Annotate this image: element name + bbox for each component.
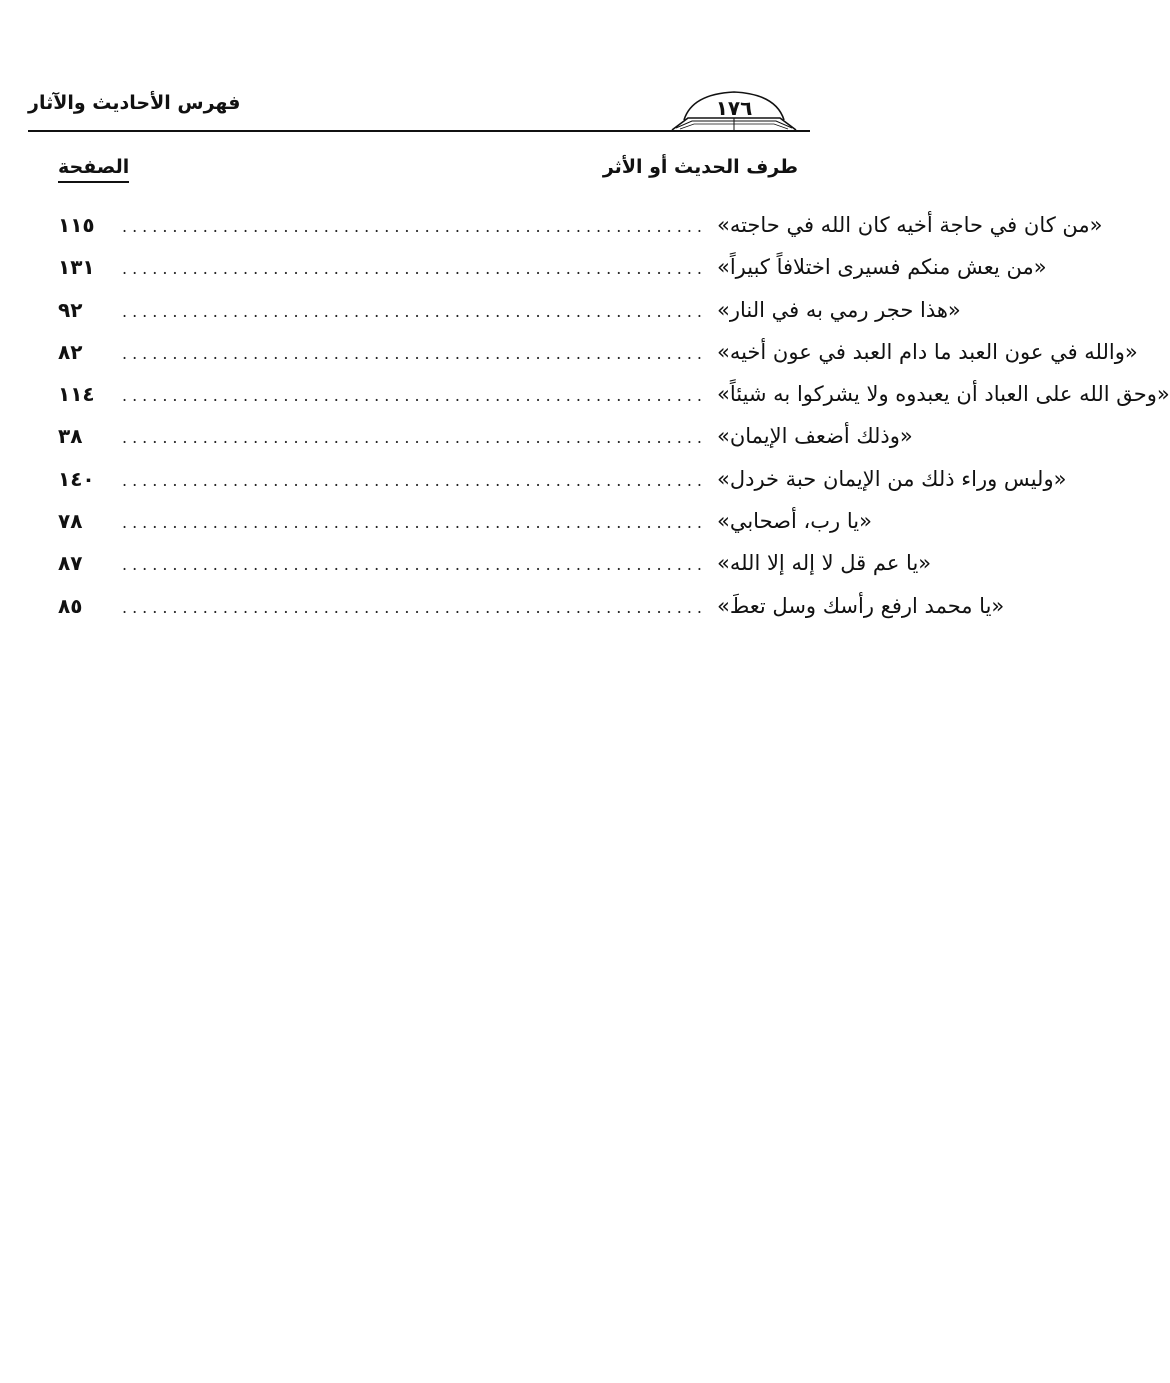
leader-dots: ..........................................................: [122, 470, 707, 490]
entry-page-number: ١٤٠: [58, 466, 95, 491]
entry-text: «هذا حجر رمي به في النار»: [716, 297, 961, 322]
entry-page-number: ٧٨: [58, 509, 83, 534]
entry-page-number: ٨٢: [58, 339, 83, 364]
leader-dots: ..........................................................: [122, 259, 707, 279]
index-entry: [58, 593, 1005, 636]
index-entry: [58, 466, 1067, 509]
index-entry: [58, 297, 961, 340]
index-entries: [58, 213, 1170, 636]
entry-page-number: ١١٤: [58, 382, 95, 407]
entry-page-number: ١١٥: [58, 213, 95, 237]
leader-dots: ..........................................................: [122, 217, 707, 236]
page-number-badge: [670, 88, 798, 132]
index-entry: [58, 213, 1103, 255]
leader-dots: ..........................................................: [122, 343, 707, 363]
entry-text: «والله في عون العبد ما دام العبد في عون أخيه»: [716, 339, 1138, 364]
entry-text: «وليس وراء ذلك من الإيمان حبة خردل»: [716, 466, 1067, 491]
leader-dots: ..........................................................: [122, 301, 707, 321]
leader-dots: ..........................................................: [122, 513, 707, 533]
leader-dots: ..........................................................: [122, 597, 707, 617]
entry-text: «وذلك أضعف الإيمان»: [716, 424, 913, 449]
column-header-page: الصفحة: [58, 156, 129, 183]
entry-text: «من كان في حاجة أخيه كان الله في حاجته»: [716, 213, 1103, 237]
index-entry: [58, 255, 1047, 297]
leader-dots: ..........................................................: [122, 555, 707, 575]
index-entry: [58, 339, 1138, 382]
entry-page-number: ٨٥: [58, 593, 83, 618]
page-header: [28, 90, 810, 132]
entry-page-number: ٨٧: [58, 551, 83, 576]
entry-text: «يا محمد ارفع رأسك وسل تعطَ»: [716, 593, 1005, 618]
running-title: فهرس الأحاديث والآثار: [28, 92, 241, 114]
index-entry: [58, 424, 913, 466]
column-header-hadith: طرف الحديث أو الأثر: [602, 156, 798, 178]
entry-text: «يا رب، أصحابي»: [716, 509, 872, 534]
entry-page-number: ١٣١: [58, 255, 95, 280]
entry-text: «من يعش منكم فسيرى اختلافاً كبيراً»: [716, 255, 1047, 280]
leader-dots: ..........................................................: [122, 428, 707, 448]
index-entry: [58, 382, 1170, 424]
index-entry: [58, 509, 872, 551]
entry-text: «يا عم قل لا إله إلا الله»: [716, 551, 932, 576]
entry-text: «وحق الله على العباد أن يعبدوه ولا يشركوا به شيئاً»: [716, 382, 1170, 407]
column-headers: [58, 156, 798, 192]
index-entry: [58, 551, 932, 593]
entry-page-number: ٩٢: [58, 297, 83, 322]
entry-page-number: ٣٨: [58, 424, 83, 449]
leader-dots: ..........................................................: [122, 386, 707, 406]
page-number: ١٧٦: [715, 96, 753, 120]
